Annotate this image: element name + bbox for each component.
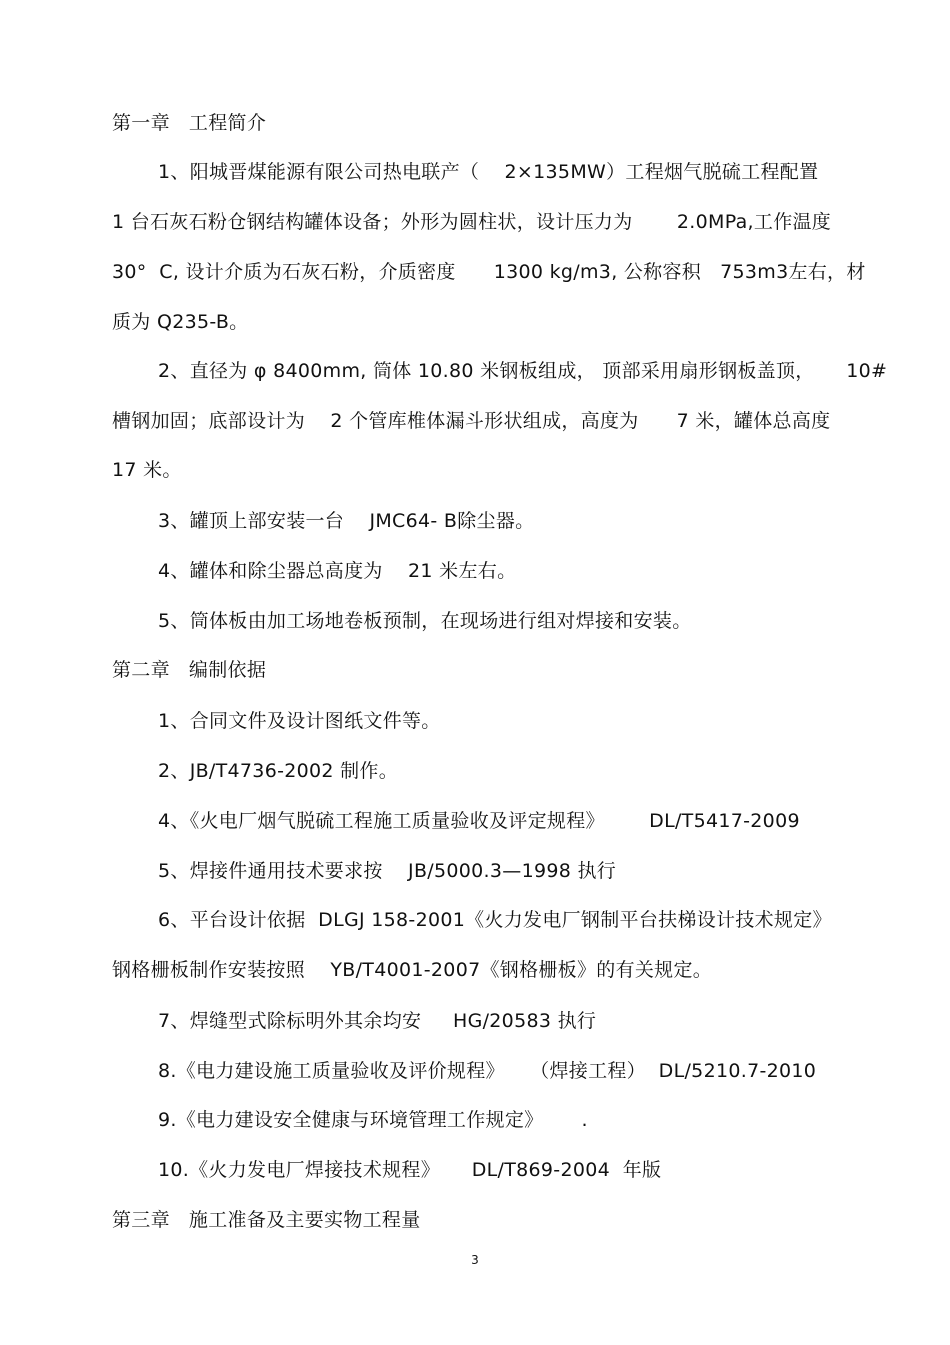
paragraph-4: 4、罐体和除尘器总高度为 21 米左右。 xyxy=(158,560,517,582)
basis-item-10: 10.《火力发电厂焊接技术规程》 DL/T869-2004 年版 xyxy=(158,1159,662,1181)
paragraph-1-line-4: 质为 Q235-B。 xyxy=(112,311,249,333)
paragraph-5: 5、筒体板由加工场地卷板预制，在现场进行组对焊接和安装。 xyxy=(158,610,692,632)
basis-item-2: 2、JB/T4736-2002 制作。 xyxy=(158,760,399,782)
basis-item-6-line-2: 钢格栅板制作安装按照 YB/T4001-2007《钢格栅板》的有关规定。 xyxy=(112,959,713,981)
chapter-1-heading: 第一章 工程简介 xyxy=(112,112,267,134)
basis-item-7: 7、焊缝型式除标明外其余均安 HG/20583 执行 xyxy=(158,1010,597,1032)
paragraph-3: 3、罐顶上部安装一台 JMC64- B除尘器。 xyxy=(158,510,535,532)
basis-item-6-line-1: 6、平台设计依据 DLGJ 158-2001《火力发电厂钢制平台扶梯设计技术规定》 xyxy=(158,909,832,931)
paragraph-1-line-2: 1 台石灰石粉仓钢结构罐体设备；外形为圆柱状，设计压力为 2.0MPa,工作温度 xyxy=(112,211,832,233)
paragraph-1-line-3: 30° C, 设计介质为石灰石粉，介质密度 1300 kg/m3, 公称容积 753m3左右，材 xyxy=(112,261,866,283)
paragraph-1-line-1: 1、阳城晋煤能源有限公司热电联产（ 2×135MW）工程烟气脱硫工程配置 xyxy=(158,161,819,183)
paragraph-2-line-3: 17 米。 xyxy=(112,459,182,481)
paragraph-2-line-1: 2、直径为 φ 8400mm, 筒体 10.80 米钢板组成， 顶部采用扇形钢板盖顶， 10# xyxy=(158,360,888,382)
basis-item-4: 4、《火电厂烟气脱硫工程施工质量验收及评定规程》 DL/T5417-2009 xyxy=(158,810,800,832)
chapter-2-heading: 第二章 编制依据 xyxy=(112,659,267,681)
basis-item-1: 1、合同文件及设计图纸文件等。 xyxy=(158,710,441,732)
basis-item-9: 9.《电力建设安全健康与环境管理工作规定》 . xyxy=(158,1109,588,1131)
basis-item-5: 5、焊接件通用技术要求按 JB/5000.3—1998 执行 xyxy=(158,860,617,882)
page-number: 3 xyxy=(471,1253,479,1267)
chapter-3-heading: 第三章 施工准备及主要实物工程量 xyxy=(112,1209,421,1231)
basis-item-8: 8.《电力建设施工质量验收及评价规程》 （焊接工程） DL/5210.7-2010 xyxy=(158,1060,817,1082)
paragraph-2-line-2: 槽钢加固；底部设计为 2 个管库椎体漏斗形状组成，高度为 7 米，罐体总高度 xyxy=(112,410,831,432)
